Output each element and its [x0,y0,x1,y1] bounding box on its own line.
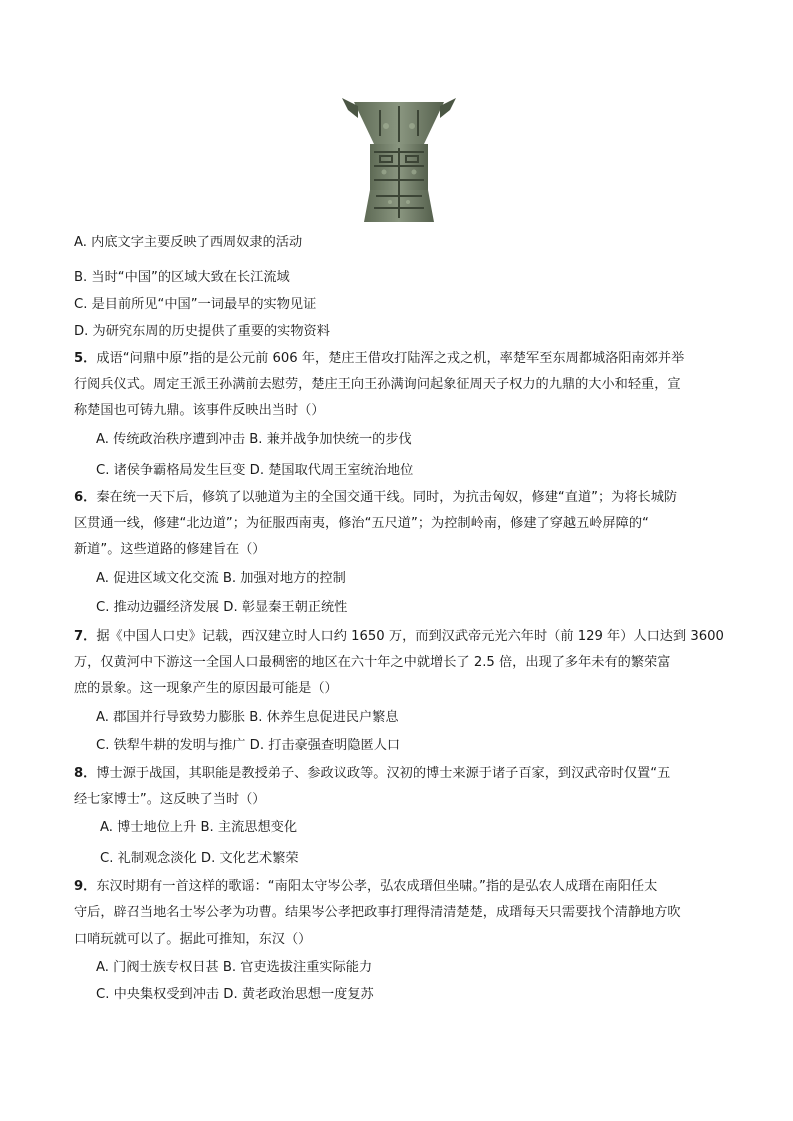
q9-number: 9． [74,879,97,894]
bronze-zun-vessel-image [340,96,458,224]
q9-options-ab: A. 门阀士族专权日甚 B. 官吏选拔注重实际能力 [96,960,373,975]
q6-stem-line-1: 6．秦在统一天下后，修筑了以驰道为主的全国交通干线。同时，为抗击匈奴，修建“直道”；为将长城防 [74,490,678,505]
q7-stem-line-1: 7．据《中国人口史》记载，西汉建立时人口约 1650 万，而到汉武帝元光六年时（前 129 年）人口达到 3600 [74,629,724,644]
q4-option-b: B. 当时“中国”的区域大致在长江流域 [74,270,290,285]
q8-stem-line-1: 8．博士源于战国，其职能是教授弟子、参政议政等。汉初的博士来源于诸子百家，到汉武帝时仅置“五 [74,766,671,781]
q4-option-d: D. 为研究东周的历史提供了重要的实物资料 [74,324,330,339]
q6-options-cd: C. 推动边疆经济发展 D. 彰显秦王朝正统性 [96,600,348,615]
q9-options-cd: C. 中央集权受到冲击 D. 黄老政治思想一度复苏 [96,987,374,1002]
q7-options-cd: C. 铁犁牛耕的发明与推广 D. 打击豪强查明隐匿人口 [96,738,401,753]
q9-stem-line-2: 守后，辟召当地名士岑公孝为功曹。结果岑公孝把政事打理得清清楚楚，成瑨每天只需要找个清静地方吹 [74,905,681,920]
q4-option-c: C. 是目前所见“中国”一词最早的实物见证 [74,297,317,312]
q5-stem-line-2: 行阅兵仪式。周定王派王孙满前去慰劳，楚庄王向王孙满询问起象征周天子权力的九鼎的大小和轻重，宣 [74,377,681,392]
q5-stem-line-3: 称楚国也可铸九鼎。该事件反映出当时（） [74,403,325,418]
q5-options-cd: C. 诸侯争霸格局发生巨变 D. 楚国取代周王室统治地位 [96,463,414,478]
q6-options-ab: A. 促进区域文化交流 B. 加强对地方的控制 [96,571,346,586]
q7-number: 7． [74,629,97,644]
q7-stem-line-3: 庶的景象。这一现象产生的原因最可能是（） [74,681,338,696]
q8-stem-line-2: 经七家博士”。这反映了当时（） [74,792,266,807]
q7-options-ab: A. 郡国并行导致势力膨胀 B. 休养生息促进民户繁息 [96,710,399,725]
q8-options-ab: A. 博士地位上升 B. 主流思想变化 [100,820,298,835]
q5-number: 5． [74,351,97,366]
q9-stem-line-1: 9．东汉时期有一首这样的歌谣：“南阳太守岑公孝，弘农成瑨但坐啸。”指的是弘农人成瑨在南阳任太 [74,879,658,894]
q6-number: 6． [74,490,97,505]
q8-number: 8． [74,766,97,781]
q5-options-ab: A. 传统政治秩序遭到冲击 B. 兼并战争加快统一的步伐 [96,432,412,447]
q7-stem-line-2: 万，仅黄河中下游这一全国人口最稠密的地区在六十年之中就增长了 2.5 倍，出现了多年未有的繁荣富 [74,655,671,670]
q6-stem-line-3: 新道”。这些道路的修建旨在（） [74,542,266,557]
q9-stem-line-3: 口哨玩就可以了。据此可推知，东汉（） [74,932,312,947]
q6-stem-line-2: 区贯通一线，修建“北边道”；为征服西南夷，修治“五尺道”；为控制岭南，修建了穿越五岭屏障的“ [74,516,649,531]
q4-option-a: A. 内底文字主要反映了西周奴隶的活动 [74,235,303,250]
q5-stem-line-1: 5．成语“问鼎中原”指的是公元前 606 年，楚庄王借攻打陆浑之戎之机，率楚军至东周都城洛阳南郊并举 [74,351,685,366]
q8-options-cd: C. 礼制观念淡化 D. 文化艺术繁荣 [100,851,299,866]
